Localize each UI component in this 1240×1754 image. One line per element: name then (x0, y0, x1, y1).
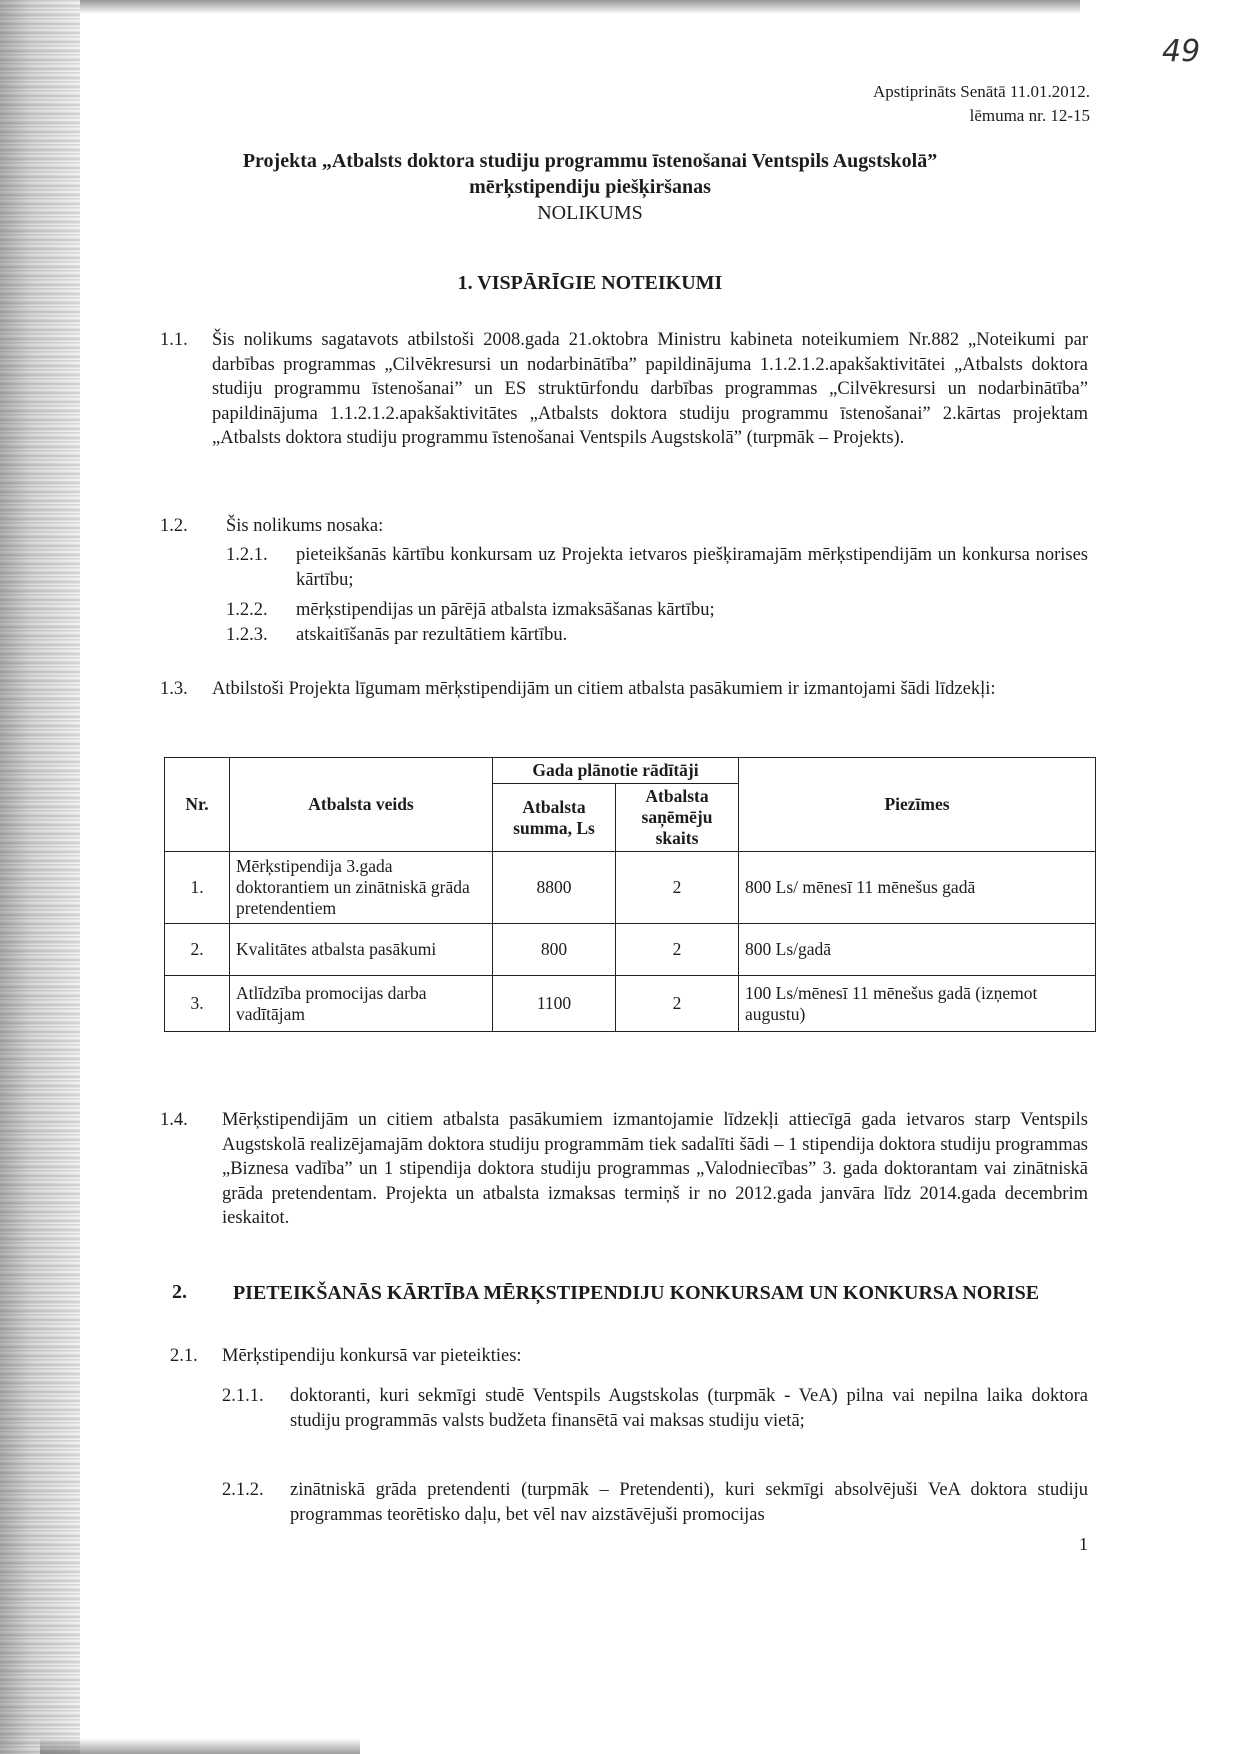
header-recipient-count: Atbalsta saņēmēju skaits (616, 784, 739, 852)
header-notes: Piezīmes (739, 758, 1096, 852)
approval-note (873, 80, 1090, 128)
title-line-1: Projekta „Atbalsts doktora studiju programmu īstenošanai Ventspils Augstskolā” (242, 150, 938, 172)
row-sum: 800 (493, 924, 616, 976)
scan-bottom-shadow (40, 1738, 360, 1754)
row-support-type: Kvalitātes atbalsta pasākumi (230, 924, 493, 976)
para-2-1-number: 2.1. (170, 1346, 198, 1366)
para-2-1-text: Mērķstipendiju konkursā var pieteikties: (222, 1346, 522, 1366)
row-notes: 800 Ls/ mēnesī 11 mēnešus gadā (739, 852, 1096, 924)
header-annual-indicators: Gada plānotie rādītāji (493, 758, 739, 784)
item-1-2-3-number: 1.2.3. (226, 625, 268, 645)
para-1-1-text: Šis nolikums sagatavots atbilstoši 2008.gada 21.oktobra Ministru kabineta noteikumiem Nr.882 „Noteikumi par darbības programmas „Cilvēkresursi un nodarbinātība” papildinājuma 1.1.2.1.2.apakšaktivitātei „Atbalsts doktora studiju programmu īstenošanai” un ES struktūrfondu darbības programmas „Cilvēkresursi un nodarbinātība” papildinājuma 1.1.2.1.2.apakšaktivitātes „Atbalsts doktora studiju programmu īstenošanai” 2.kārtas projektam „Atbalsts doktora studiju programmu īstenošanai Ventspils Augstskolā” (turpmāk – Projekts). (212, 330, 1088, 448)
row-support-type: Atlīdzība promocijas darba vadītājam (230, 976, 493, 1032)
para-1-4-text: Mērķstipendijām un citiem atbalsta pasākumiem izmantojamie līdzekļi attiecīgā gada ietvaros starp Ventspils Augstskolā realizējamajām doktora studiju programmām tiek sadalīti šādi – 1 stipendija doktora studiju programmas „Biznesa vadība” un 1 stipendija doktora studiju programmas „Valodniecības” 3. gada doktorantam vai zinātniskā grāda pretendentam. Projekta un atbalsta izmaksas termiņš ir no 2012.gada janvāra līdz 2014.gada decembrim ieskaitot. (222, 1110, 1088, 1228)
item-2-1-1-number: 2.1.1. (222, 1386, 264, 1406)
row-nr: 3. (165, 976, 230, 1032)
para-1-2-text: Šis nolikums nosaka: (226, 516, 384, 536)
header-support-sum: Atbalsta summa, Ls (493, 784, 616, 852)
section-2-heading: PIETEIKŠANĀS KĀRTĪBA MĒRĶSTIPENDIJU KONKURSAM UN KONKURSA NORISE (232, 1282, 1040, 1304)
row-count: 2 (616, 852, 739, 924)
scan-top-shadow (80, 0, 1080, 14)
header-nr: Nr. (165, 758, 230, 852)
table-row (165, 924, 1096, 976)
section-1-heading: 1. VISPĀRĪGIE NOTEIKUMI (457, 272, 723, 294)
row-notes: 800 Ls/gadā (739, 924, 1096, 976)
para-1-4-number: 1.4. (160, 1110, 188, 1130)
table-row (165, 852, 1096, 924)
item-1-2-1-text: pieteikšanās kārtību konkursam uz Projekta ietvaros piešķiramajām mērķstipendijām un konkursa norises kārtību; (296, 545, 1088, 590)
section-2-number: 2. (172, 1281, 187, 1303)
item-2-1-2-text: zinātniskā grāda pretendenti (turpmāk – Pretendenti), kuri sekmīgi absolvējuši VeA doktora studiju programmas teorētisko daļu, bet vēl nav aizstāvējuši promocijas (290, 1480, 1088, 1525)
header-support-type: Atbalsta veids (230, 758, 493, 852)
row-count: 2 (616, 924, 739, 976)
para-1-3-text: Atbilstoši Projekta līgumam mērķstipendijām un citiem atbalsta pasākumiem ir izmantojami šādi līdzekļi: (212, 679, 996, 699)
approval-line-1: Apstiprināts Senātā 11.01.2012. (872, 82, 1090, 101)
approval-line-2: lēmuma nr. 12-15 (969, 106, 1090, 125)
title-line-3: NOLIKUMS (537, 202, 643, 224)
table-header-row (165, 758, 1096, 784)
page-number: 1 (1079, 1534, 1088, 1554)
title-line-2: mērķstipendiju piešķiršanas (469, 176, 711, 198)
para-1-1-number: 1.1. (160, 330, 188, 350)
handwritten-page-mark: 49 (1162, 34, 1201, 69)
row-count: 2 (616, 976, 739, 1032)
row-notes: 100 Ls/mēnesī 11 mēnešus gadā (izņemot augustu) (739, 976, 1096, 1032)
item-1-2-1-number: 1.2.1. (226, 545, 268, 565)
row-nr: 1. (165, 852, 230, 924)
row-sum: 1100 (493, 976, 616, 1032)
para-1-3-number: 1.3. (160, 679, 188, 699)
para-1-2-number: 1.2. (160, 516, 188, 536)
scan-edge-shadow (0, 0, 80, 1754)
row-nr: 2. (165, 924, 230, 976)
document-title (160, 148, 1020, 226)
row-support-type: Mērķstipendija 3.gada doktorantiem un zinātniskā grāda pretendentiem (230, 852, 493, 924)
row-sum: 8800 (493, 852, 616, 924)
funding-table (164, 757, 1096, 1032)
item-1-2-3-text: atskaitīšanās par rezultātiem kārtību. (296, 625, 568, 645)
item-1-2-2-text: mērķstipendijas un pārējā atbalsta izmaksāšanas kārtību; (296, 600, 715, 620)
item-1-2-2-number: 1.2.2. (226, 600, 268, 620)
item-2-1-1-text: doktoranti, kuri sekmīgi studē Ventspils Augstskolas (turpmāk - VeA) pilna vai nepilna laika doktora studiju programmās valsts budžeta finansētā vai maksas studiju vietā; (290, 1386, 1088, 1431)
item-2-1-2-number: 2.1.2. (222, 1480, 264, 1500)
table-row (165, 976, 1096, 1032)
